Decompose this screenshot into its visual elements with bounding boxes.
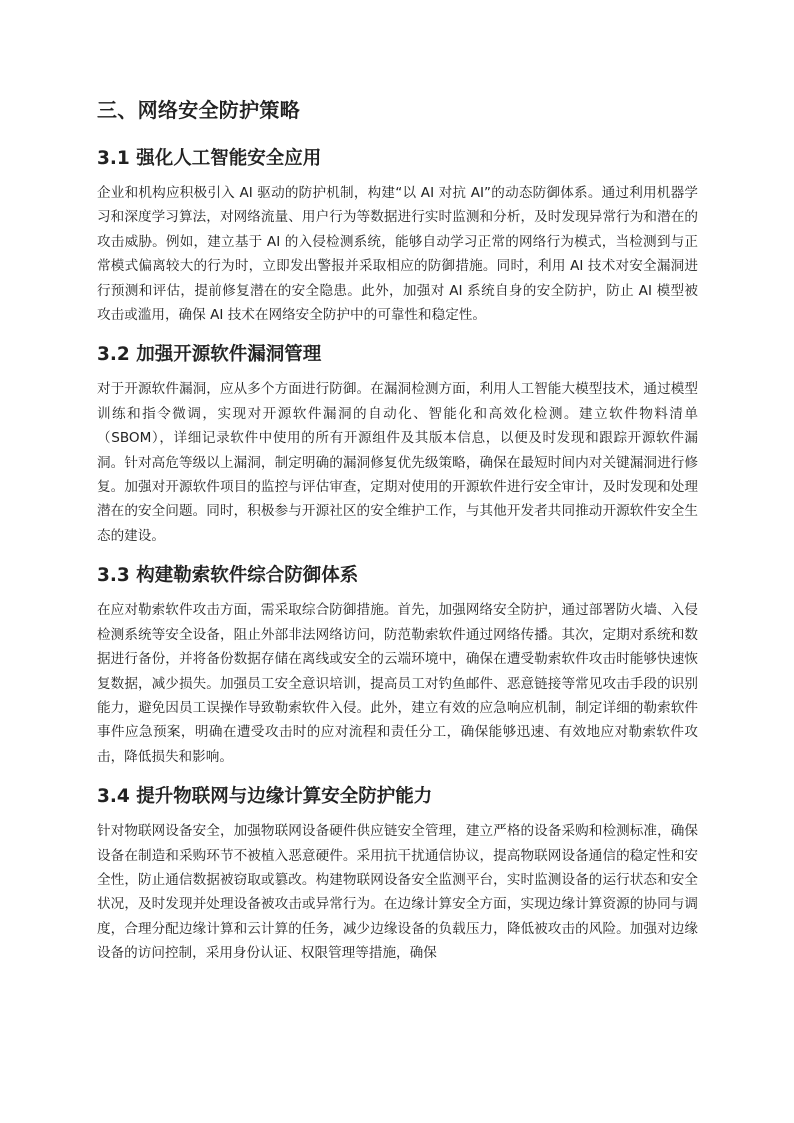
section-paragraph: 企业和机构应积极引入 AI 驱动的防护机制，构建“以 AI 对抗 AI”的动态防御体系。通过利用机器学习和深度学习算法，对网络流量、用户行为等数据进行实时监测和分析，及时发现异常行为和潜在的攻击威胁。例如，建立基于 AI 的入侵检测系统，能够自动学习正常的网络行为模式，当检测到与正常模式偏离较大的行为时，立即发出警报并采取相应的防御措施。同时，利用 AI 技术对安全漏洞进行预测和评估，提前修复潜在的安全隐患。此外，加强对 AI 系统自身的安全防护，防止 AI 模型被攻击或滥用，确保 AI 技术在网络安全防护中的可靠性和稳定性。 bbox=[97, 185, 698, 324]
section-3-2 bbox=[97, 341, 698, 548]
section-paragraph: 针对物联网设备安全，加强物联网设备硬件供应链安全管理，建立严格的设备采购和检测标准，确保设备在制造和采购环节不被植入恶意硬件。采用抗干扰通信协议，提高物联网设备通信的稳定性和安全性，防止通信数据被窃取或篡改。构建物联网设备安全监测平台，实时监测设备的运行状态和安全状况，及时发现并处理设备被攻击或异常行为。在边缘计算安全方面，实现边缘计算资源的协同与调度，合理分配边缘计算和云计算的任务，减少边缘设备的负载压力，降低被攻击的风险。加强对边缘设备的访问控制，采用身份认证、权限管理等措施，确保 bbox=[97, 823, 698, 962]
section-paragraph: 在应对勒索软件攻击方面，需采取综合防御措施。首先，加强网络安全防护，通过部署防火墙、入侵检测系统等安全设备，阻止外部非法网络访问，防范勒索软件通过网络传播。其次，定期对系统和数据进行备份，并将备份数据存储在离线或安全的云端环境中，确保在遭受勒索软件攻击时能够快速恢复数据，减少损失。加强员工安全意识培训，提高员工对钓鱼邮件、恶意链接等常见攻击手段的识别能力，避免因员工误操作导致勒索软件入侵。此外，建立有效的应急响应机制，制定详细的勒索软件事件应急预案，明确在遭受攻击时的应对流程和责任分工，确保能够迅速、有效地应对勒索软件攻击，降低损失和影响。 bbox=[97, 602, 698, 765]
section-title: 3.2 加强开源软件漏洞管理 bbox=[97, 344, 322, 366]
section-paragraph: 对于开源软件漏洞，应从多个方面进行防御。在漏洞检测方面，利用人工智能大模型技术，通过模型训练和指令微调，实现对开源软件漏洞的自动化、智能化和高效化检测。建立软件物料清单（SBOM），详细记录软件中使用的所有开源组件及其版本信息，以便及时发现和跟踪开源软件漏洞。针对高危等级以上漏洞，制定明确的漏洞修复优先级策略，确保在最短时间内对关键漏洞进行修复。加强对开源软件项目的监控与评估审查，定期对使用的开源软件进行安全审计，及时发现和处理潜在的安全问题。同时，积极参与开源社区的安全维护工作，与其他开发者共同推动开源软件安全生态的建设。 bbox=[97, 381, 698, 544]
chapter-title: 三、网络安全防护策略 bbox=[97, 98, 300, 122]
section-3-4 bbox=[97, 783, 698, 965]
section-title: 3.1 强化人工智能安全应用 bbox=[97, 148, 322, 169]
section-title: 3.4 提升物联网与边缘计算安全防护能力 bbox=[97, 786, 433, 808]
section-title: 3.3 构建勒索软件综合防御体系 bbox=[97, 565, 359, 587]
section-3-3 bbox=[97, 562, 698, 769]
section-3-1 bbox=[97, 145, 698, 327]
